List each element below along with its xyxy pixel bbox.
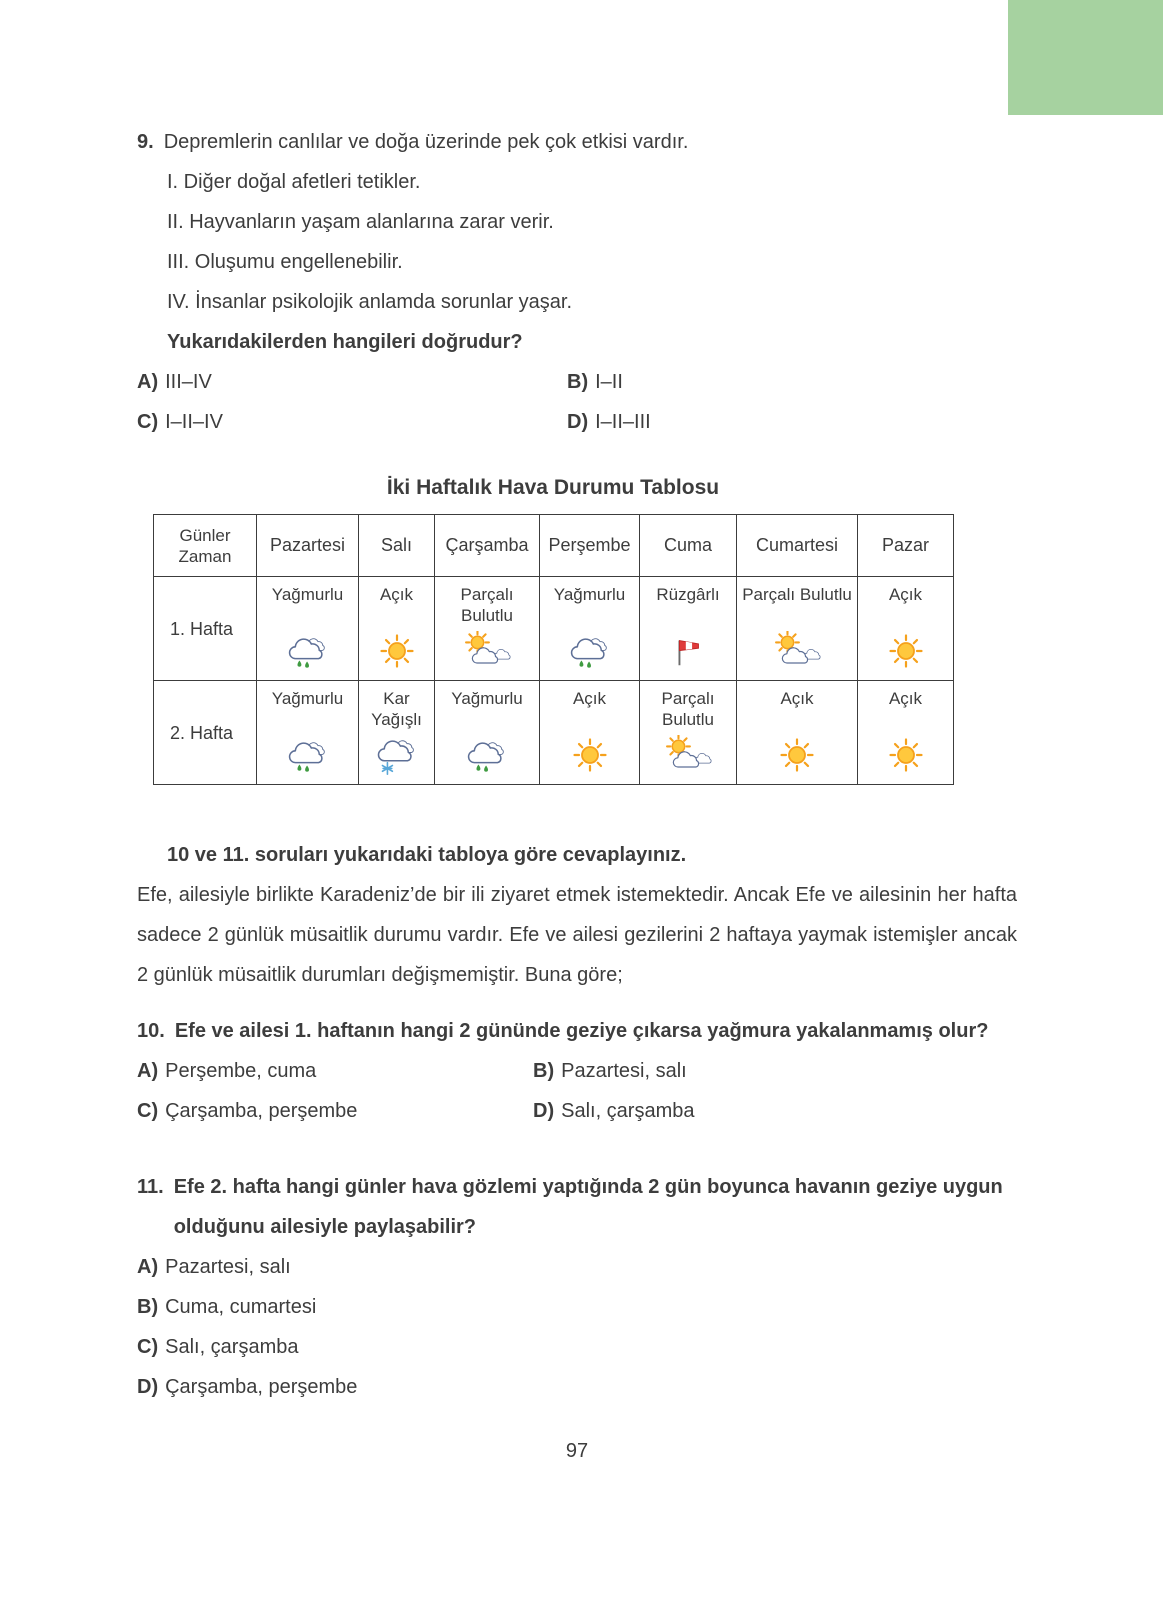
option-text: I–II [595,371,623,393]
partly-cloudy-icon [640,731,736,779]
week-1-row [154,577,954,681]
sun-icon [858,627,953,675]
snow-icon [359,731,434,779]
weather-cell-label: Yağmurlu [553,585,626,604]
weather-cell [640,681,737,785]
weather-cell-label: Kar Yağışlı [371,689,422,729]
accent-corner [1008,0,1163,115]
weather-cell [359,681,435,785]
question-number: 10. [137,1020,165,1042]
question-stem: Depremlerin canlılar ve doğa üzerinde pek çok etkisi vardır. [163,131,689,153]
question-number: 11. [137,1176,164,1198]
option-text: Çarşamba, perşembe [165,1100,358,1122]
option-c [137,1327,1017,1367]
weather-cell [858,681,954,785]
sun-icon [737,731,857,779]
weather-cell-label: Parçalı Bulutlu [742,585,852,604]
rain-icon [435,731,539,779]
day-header: Cumartesi [737,515,858,577]
weather-cell [257,577,359,681]
question-prompt: Yukarıdakilerden hangileri doğrudur? [167,331,523,353]
option-text: Pazartesi, salı [561,1060,687,1082]
week-label: 2. Hafta [154,681,257,785]
weather-cell [540,681,640,785]
corner-header [154,515,257,577]
question-10-options [137,1051,1017,1131]
weather-cell-label: Yağmurlu [451,689,523,708]
question-11-options [137,1247,1017,1407]
page-number: 97 [565,1440,589,1462]
question-9-options [137,362,1017,442]
weather-cell-label: Açık [888,585,923,604]
weather-cell-label: Parçalı Bulutlu [661,689,715,729]
option-text: Salı, çarşamba [561,1100,695,1122]
roman-item: II. Hayvanların yaşam alanlarına zarar verir. [167,211,554,233]
page-content [137,122,1017,1471]
day-header: Pazar [858,515,954,577]
day-header: Salı [359,515,435,577]
option-d [533,1091,1017,1131]
option-c [137,1091,533,1131]
option-text: Cuma, cumartesi [165,1296,317,1318]
option-b [567,362,1017,402]
weather-cell-label: Açık [780,689,814,708]
weather-cell [359,577,435,681]
option-letter: D) [533,1100,555,1122]
option-c [137,402,567,442]
option-d [137,1367,1017,1407]
rain-icon [540,627,639,675]
sun-icon [540,731,639,779]
roman-item: I. Diğer doğal afetleri tetikler. [167,171,421,193]
option-a [137,1247,1017,1287]
question-11 [137,1167,1017,1407]
weather-cell [435,577,540,681]
roman-items [167,162,1017,322]
question-10-stem-row [137,1011,1017,1051]
weather-cell [435,681,540,785]
scenario-paragraph: Efe, ailesiyle birlikte Karadeniz’de bir ili ziyaret etmek istemektedir. Ancak Efe ve ailesinin her hafta sadece 2 günlük müsaitlik durumu vardır. Efe ve ailesi gezilerini 2 haftaya yaymak istemişler ancak 2 günlük müsaitlik durumları değişmemiştir. Buna göre; [137,884,1017,986]
option-d [567,402,1017,442]
weather-cell-label: Açık [572,689,607,708]
option-letter: A) [137,1060,159,1082]
option-letter: C) [137,1100,159,1122]
corner-header-top: Günler [179,525,231,545]
partly-cloudy-icon [737,627,857,675]
option-letter: B) [567,371,589,393]
option-text: I–II–IV [165,411,223,433]
option-text: III–IV [165,371,212,393]
option-letter: B) [533,1060,555,1082]
weather-cell-label: Yağmurlu [271,689,344,708]
question-10 [137,1011,1017,1131]
week-2-row [154,681,954,785]
option-letter: D) [137,1376,159,1398]
windsock-icon [640,627,736,675]
option-letter: D) [567,411,589,433]
roman-item: IV. İnsanlar psikolojik anlamda sorunlar yaşar. [167,291,573,313]
question-9 [137,122,1017,442]
sun-icon [359,627,434,675]
partly-cloudy-icon [435,627,539,675]
option-a [137,362,567,402]
option-text: Salı, çarşamba [165,1336,299,1358]
weather-cell [737,577,858,681]
weather-cell [257,681,359,785]
table-header-row [154,515,954,577]
day-header: Çarşamba [435,515,540,577]
question-9-stem-row [137,122,1017,162]
question-text: Efe 2. hafta hangi günler hava gözlemi yaptığında 2 gün boyunca havanın geziye uygun olduğunu ailesiyle paylaşabilir? [173,1176,1003,1238]
option-text: Pazartesi, salı [165,1256,291,1278]
question-number: 9. [137,131,154,153]
weather-cell [540,577,640,681]
weather-cell [640,577,737,681]
option-letter: C) [137,411,159,433]
option-b [533,1051,1017,1091]
week-label: 1. Hafta [154,577,257,681]
option-a [137,1051,533,1091]
weather-cell-label: Açık [888,689,923,708]
day-header: Pazartesi [257,515,359,577]
roman-item: III. Oluşumu engellenebilir. [167,251,403,273]
weather-table [153,514,954,785]
option-letter: A) [137,371,159,393]
weather-table-title: İki Haftalık Hava Durumu Tablosu [386,476,720,499]
weather-cell-label: Yağmurlu [271,585,344,604]
option-letter: A) [137,1256,159,1278]
weather-cell [737,681,858,785]
question-11-stem-row [137,1167,1017,1247]
instruction-heading: 10 ve 11. soruları yukarıdaki tabloya göre cevaplayınız. [167,844,687,866]
day-header: Cuma [640,515,737,577]
weather-cell-label: Parçalı Bulutlu [460,585,514,625]
option-text: I–II–III [595,411,651,433]
weather-cell [858,577,954,681]
question-text: Efe ve ailesi 1. haftanın hangi 2 gününde geziye çıkarsa yağmura yakalanmamış olur? [174,1020,989,1042]
weather-cell-label: Rüzgârlı [656,585,720,604]
option-letter: B) [137,1296,159,1318]
option-b [137,1287,1017,1327]
corner-header-bottom: Zaman [178,546,232,566]
sun-icon [858,731,953,779]
option-text: Perşembe, cuma [165,1060,317,1082]
rain-icon [257,627,358,675]
option-text: Çarşamba, perşembe [165,1376,358,1398]
day-header: Perşembe [540,515,640,577]
rain-icon [257,731,358,779]
weather-table-section [153,468,953,785]
weather-cell-label: Açık [379,585,414,604]
option-letter: C) [137,1336,159,1358]
